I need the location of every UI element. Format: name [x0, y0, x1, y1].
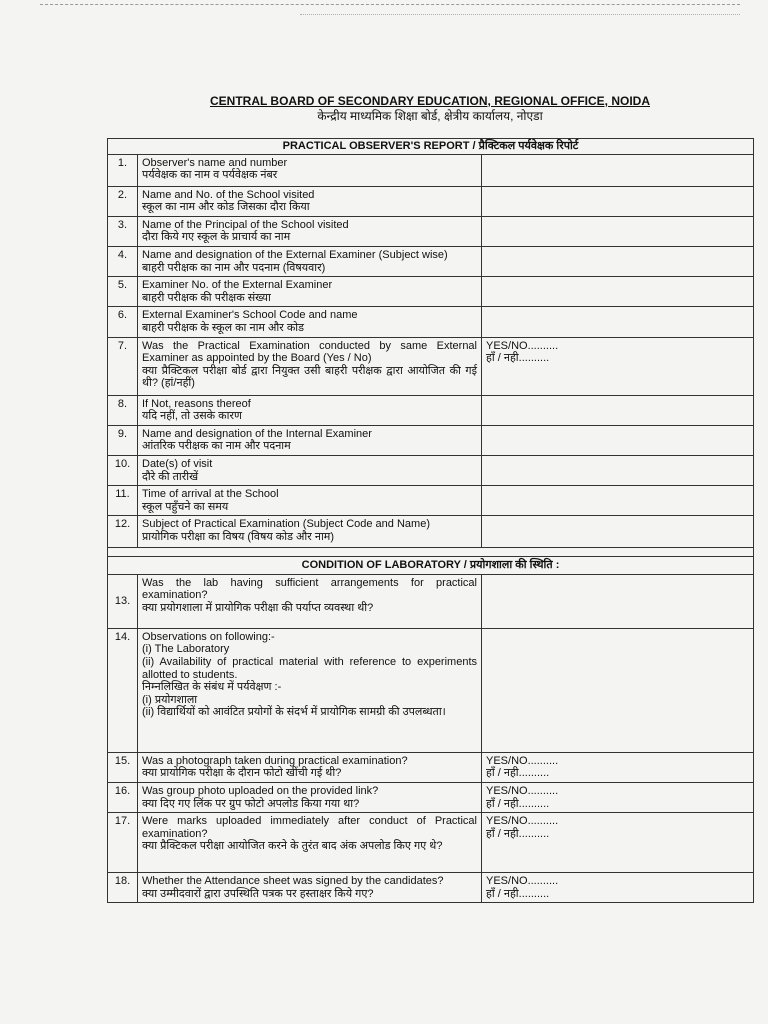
- header-title-hi: केन्द्रीय माध्यमिक शिक्षा बोर्ड, क्षेत्रीय कार्यालय, नोएडा: [317, 109, 543, 123]
- question-hi: क्या प्रायोगिक परीक्षा के दौरान फोटो खींची गई थी?: [142, 767, 342, 780]
- question-hi: क्या उम्मीदवारों द्वारा उपस्थिति पत्रक पर हस्ताक्षर किये गए?: [142, 887, 374, 900]
- answer-yes-no-hi: हाँ / नही..........: [486, 767, 550, 780]
- question-hi: क्या प्रैक्टिकल परीक्षा बोर्ड द्वारा नियुक्त उसी बाहरी परीक्षक द्वारा आयोजित की गई थी? (हां/नहीं): [142, 364, 477, 390]
- question-hi: क्या प्रैक्टिकल परीक्षा आयोजित करने के तुरंत बाद अंक अपलोड किए गए थे?: [142, 840, 443, 853]
- question-en: Name and No. of the School visited: [142, 188, 315, 201]
- question-en: Time of arrival at the School: [142, 488, 279, 501]
- observation-hi-i: (i) प्रयोगशाला: [142, 693, 198, 706]
- answer-field[interactable]: [482, 307, 754, 337]
- question-text: [138, 873, 482, 903]
- observation-en: Observations on following:-: [142, 630, 275, 643]
- question-number: 11.: [108, 486, 138, 516]
- question-en: Examiner No. of the External Examiner: [142, 279, 333, 292]
- answer-yes-no: YES/NO..........: [486, 785, 559, 798]
- answer-yes-no: YES/NO..........: [486, 815, 559, 828]
- question-number: 18.: [108, 873, 138, 903]
- answer-yes-no: YES/NO..........: [486, 875, 559, 888]
- question-hi: आंतरिक परीक्षक का नाम और पदनाम: [142, 440, 291, 453]
- answer-yes-no-hi: हाँ / नही..........: [486, 797, 550, 810]
- question-number: 12.: [108, 516, 138, 548]
- question-text: [138, 574, 482, 628]
- question-en: External Examiner's School Code and name: [142, 309, 358, 322]
- question-hi: यदि नहीं, तो उसके कारण: [142, 410, 242, 423]
- question-number: 6.: [108, 307, 138, 337]
- question-text: [138, 277, 482, 307]
- answer-field[interactable]: [482, 574, 754, 628]
- question-text: [138, 246, 482, 276]
- question-row: [108, 246, 754, 276]
- answer-field[interactable]: [482, 628, 754, 752]
- question-en: If Not, reasons thereof: [142, 397, 251, 410]
- report-title-row: [108, 139, 754, 155]
- observation-en-i: (i) The Laboratory: [142, 643, 230, 656]
- question-en: Were marks uploaded immediately after conduct of Practical examination?: [142, 815, 477, 840]
- answer-yes-no-hi: हाँ / नही..........: [486, 352, 550, 365]
- question-row: [108, 574, 754, 628]
- question-row: [108, 395, 754, 425]
- question-number: 9.: [108, 425, 138, 455]
- question-text: [138, 425, 482, 455]
- question-text: [138, 186, 482, 216]
- question-number: 10.: [108, 455, 138, 485]
- question-number: 4.: [108, 246, 138, 276]
- question-number: 7.: [108, 337, 138, 395]
- question-row: [108, 455, 754, 485]
- question-row: [108, 216, 754, 246]
- scan-edge-line: [40, 4, 740, 5]
- question-en: Whether the Attendance sheet was signed by the candidates?: [142, 875, 444, 888]
- question-hi: दौरा किये गए स्कूल के प्राचार्य का नाम: [142, 231, 291, 244]
- answer-field[interactable]: [482, 277, 754, 307]
- question-number: 16.: [108, 783, 138, 813]
- question-row: [108, 425, 754, 455]
- section-title-laboratory: CONDITION OF LABORATORY / प्रयोगशाला की स्थिति :: [108, 557, 754, 575]
- answer-yes-no: YES/NO..........: [486, 339, 559, 352]
- question-number: 14.: [108, 628, 138, 752]
- question-text: [138, 783, 482, 813]
- question-text: [138, 813, 482, 873]
- answer-field[interactable]: [482, 516, 754, 548]
- question-number: 13.: [108, 574, 138, 628]
- question-text: [138, 752, 482, 782]
- question-hi: प्रायोगिक परीक्षा का विषय (विषय कोड और नाम): [142, 530, 335, 543]
- answer-field[interactable]: [482, 216, 754, 246]
- answer-field[interactable]: [482, 455, 754, 485]
- answer-field[interactable]: [482, 752, 754, 782]
- header-title-en: CENTRAL BOARD OF SECONDARY EDUCATION, REGIONAL OFFICE, NOIDA: [209, 94, 650, 108]
- answer-yes-no: YES/NO..........: [486, 754, 559, 767]
- observation-hi: निम्नलिखित के संबंध में पर्यवेक्षण :-: [142, 681, 282, 694]
- question-row: [108, 873, 754, 903]
- question-hi: दौरे की तारीखें: [142, 470, 199, 483]
- scan-edge-line-2: [300, 14, 740, 15]
- question-number: 8.: [108, 395, 138, 425]
- question-en: Subject of Practical Examination (Subject Code and Name): [142, 518, 430, 531]
- question-hi: स्कूल का नाम और कोड जिसका दौरा किया: [142, 201, 310, 214]
- question-row: [108, 516, 754, 548]
- observer-report-table: [107, 138, 754, 903]
- question-text: [138, 307, 482, 337]
- question-row: [108, 154, 754, 186]
- question-text: [138, 455, 482, 485]
- question-hi: बाहरी परीक्षक की परीक्षक संख्या: [142, 291, 271, 304]
- answer-field[interactable]: [482, 486, 754, 516]
- question-hi: स्कूल पहुँचने का समय: [142, 500, 229, 513]
- question-text: [138, 337, 482, 395]
- answer-field[interactable]: [482, 873, 754, 903]
- answer-field[interactable]: [482, 425, 754, 455]
- answer-field[interactable]: [482, 337, 754, 395]
- question-en: Date(s) of visit: [142, 457, 213, 470]
- question-en: Was the lab having sufficient arrangements for practical examination?: [142, 576, 477, 602]
- spacer-row: [108, 548, 754, 557]
- answer-field[interactable]: [482, 154, 754, 186]
- question-number: 17.: [108, 813, 138, 873]
- answer-yes-no-hi: हाँ / नही..........: [486, 827, 550, 840]
- report-title: PRACTICAL OBSERVER'S REPORT / प्रैक्टिकल पर्यवेक्षक रिपोर्ट: [108, 139, 754, 155]
- question-text: [138, 216, 482, 246]
- question-row: [108, 307, 754, 337]
- question-row: [108, 628, 754, 752]
- question-en: Was the Practical Examination conducted by same External Examiner as appointed by the Board (Yes / No): [142, 339, 477, 365]
- question-row: [108, 783, 754, 813]
- answer-field[interactable]: [482, 783, 754, 813]
- question-hi: क्या प्रयोगशाला में प्रायोगिक परीक्षा की पर्याप्त व्यवस्था थी?: [142, 602, 374, 615]
- question-en: Name and designation of the External Examiner (Subject wise): [142, 248, 448, 261]
- question-text: [138, 395, 482, 425]
- question-text: [138, 486, 482, 516]
- question-en: Observer's name and number: [142, 156, 288, 169]
- question-row: [108, 813, 754, 873]
- answer-field[interactable]: [482, 186, 754, 216]
- question-number: 15.: [108, 752, 138, 782]
- answer-yes-no-hi: हाँ / नही..........: [486, 887, 550, 900]
- question-row: [108, 486, 754, 516]
- question-en: Was a photograph taken during practical examination?: [142, 754, 408, 767]
- question-row: [108, 277, 754, 307]
- answer-field[interactable]: [482, 395, 754, 425]
- question-text: [138, 516, 482, 548]
- question-hi: बाहरी परीक्षक का नाम और पदनाम (विषयवार): [142, 261, 326, 274]
- question-hi: पर्यवेक्षक का नाम व पर्यवेक्षक नंबर: [142, 169, 278, 182]
- question-row: [108, 752, 754, 782]
- question-text: [138, 154, 482, 186]
- question-number: 1.: [108, 154, 138, 186]
- answer-field[interactable]: [482, 813, 754, 873]
- observation-hi-ii: (ii) विद्यार्थियों को आवंटित प्रयोगों के संदर्भ में प्रायोगिक सामग्री की उपलब्धता।: [142, 706, 446, 719]
- observation-en-ii: (ii) Availability of practical material with reference to experiments allotted to students.: [142, 656, 477, 681]
- spacer-cell: [108, 548, 754, 557]
- question-en: Name of the Principal of the School visited: [142, 218, 349, 231]
- question-number: 5.: [108, 277, 138, 307]
- section-title-row: [108, 557, 754, 575]
- question-hi: बाहरी परीक्षक के स्कूल का नाम और कोड: [142, 321, 305, 334]
- answer-field[interactable]: [482, 246, 754, 276]
- document-header: [105, 94, 755, 124]
- question-row: [108, 337, 754, 395]
- question-hi: क्या दिए गए लिंक पर ग्रुप फोटो अपलोड किया गया था?: [142, 797, 360, 810]
- question-number: 2.: [108, 186, 138, 216]
- question-text: [138, 628, 482, 752]
- question-en: Was group photo uploaded on the provided link?: [142, 785, 379, 798]
- question-row: [108, 186, 754, 216]
- question-en: Name and designation of the Internal Examiner: [142, 427, 372, 440]
- question-number: 3.: [108, 216, 138, 246]
